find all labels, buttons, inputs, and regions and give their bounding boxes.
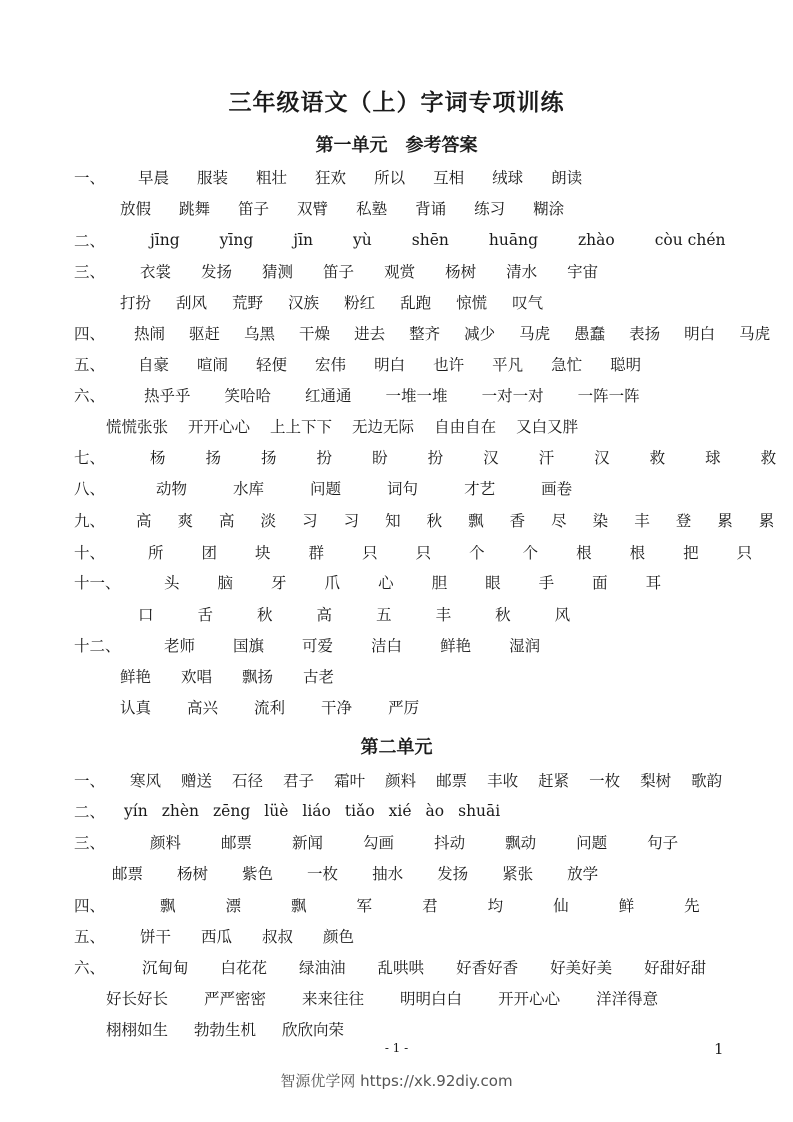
answer-word: 所以 [374,169,406,187]
answer-row [120,695,419,719]
answer-word: xié [388,802,412,820]
answer-word: 湿润 [509,637,541,655]
answer-word: 发扬 [437,865,469,883]
answer-row [74,799,500,823]
answer-row [74,924,354,948]
answer-word: 词句 [387,480,419,498]
answer-word: 粉红 [344,294,376,312]
answer-word: 刮风 [176,294,208,312]
answer-word: 紫色 [242,865,274,883]
answer-word: 知 [385,512,401,530]
answer-word: 叔叔 [262,928,294,946]
answer-word: 面 [592,574,608,592]
answer-word: 抽水 [372,865,404,883]
question-number: 七、 [74,449,106,467]
answer-word: 先 [684,897,700,915]
answer-word: shuāi [458,802,501,820]
answer-word: 栩栩如生 [106,1021,169,1039]
answer-word: 宏伟 [315,356,347,374]
answer-word: 无边无际 [352,418,415,436]
question-number: 六、 [74,959,106,977]
answer-word: 句子 [647,834,679,852]
answer-word: 粗壮 [256,169,288,187]
answer-word: 舌 [197,606,214,624]
answer-word: 放学 [567,865,599,883]
answer-word: 高 [136,512,152,530]
answer-word: 私塾 [356,200,388,218]
answer-word: 个 [522,544,539,562]
answer-word: 减少 [464,325,496,343]
answer-word: 又白又胖 [516,418,579,436]
answer-word: 自豪 [138,356,170,374]
answer-word: 荒野 [232,294,264,312]
answer-word: 喧闹 [197,356,229,374]
answer-word: 赶紧 [538,772,570,790]
answer-word: 朗读 [551,169,583,187]
answer-word: 梨树 [640,772,672,790]
answer-word: 汉族 [288,294,320,312]
answer-word: 习 [302,512,318,530]
answer-word: 累 [717,512,733,530]
answer-word: 打扮 [120,294,152,312]
answer-word: 秋 [495,606,511,624]
answer-word: 白花花 [220,959,268,977]
watermark-text: 智源优学网 https://xk.92diy.com [280,1072,513,1090]
answer-word: 救 [760,449,777,467]
answer-word: 牙 [271,574,287,592]
question-number: 八、 [74,480,106,498]
answer-word: 五 [376,606,392,624]
page-title: 三年级语文（上）字词专项训练 [228,89,565,116]
answer-word: 高 [219,512,235,530]
answer-word: 染 [592,512,609,530]
answer-word: 颜色 [323,928,355,946]
answer-word: 绿油油 [299,959,346,977]
answer-word: 寒风 [130,772,162,790]
answer-word: huāng [488,231,539,249]
answer-word: 尽 [551,512,567,530]
answer-word: 轻便 [256,356,288,374]
answer-word: 糊涂 [533,200,565,218]
answer-word: 爪 [324,574,341,592]
answer-word: yīng [219,231,254,249]
answer-word: 扮 [316,449,333,467]
answer-word: 累 [758,512,775,530]
answer-word: 认真 [120,699,152,717]
page-number: - 1 - [384,1041,409,1055]
answer-word: 干燥 [299,325,331,343]
answer-word: 淡 [260,512,277,530]
answer-word: 飘扬 [242,668,274,686]
answer-word: 水库 [233,480,265,498]
answer-word: 丰 [634,512,650,530]
answer-word: 乌黑 [244,325,276,343]
answer-word: 西瓜 [201,928,233,946]
answer-word: 猜测 [262,263,294,281]
answer-word: 发扬 [201,263,233,281]
answer-word: 饼干 [140,928,172,946]
answer-word: ào [425,802,445,820]
answer-word: 笑哈哈 [224,387,272,405]
question-number: 十一、 [74,574,121,592]
answer-word: còu chén [654,231,726,249]
answer-word: 严严密密 [204,990,267,1008]
answer-word: 表扬 [629,325,661,343]
answer-word: 国旗 [233,637,265,655]
answer-word: 只 [415,544,432,562]
answer-word: 勾画 [363,834,395,852]
answer-word: 石径 [232,772,264,790]
answer-word: 颜料 [385,772,417,790]
answer-word: tiǎo [344,802,375,820]
question-number: 五、 [74,928,106,946]
answer-word: 也许 [433,356,465,374]
answer-word: 群 [308,544,325,562]
answer-word: lüè [264,802,289,820]
answer-word: 进去 [354,325,386,343]
answer-word: 明白 [684,325,716,343]
answer-word: 洁白 [371,637,403,655]
answer-word: 明明白白 [400,990,463,1008]
answer-word: 热乎乎 [144,387,191,405]
answer-word: 衣裳 [140,263,172,281]
answer-word: yù [353,231,372,249]
answer-word: 胆 [431,574,448,592]
answer-word: 邮票 [112,865,144,883]
answer-word: 香 [509,512,526,530]
answer-word: 把 [683,544,699,562]
answer-word: 丰 [435,606,452,624]
answer-word: 勃勃生机 [194,1021,257,1039]
question-number: 四、 [74,897,106,915]
unit-1-heading: 第一单元 参考答案 [315,135,478,156]
answer-word: 急忙 [551,356,583,374]
answer-word: yín [124,802,148,820]
answer-word: zhào [578,231,615,249]
answer-word: 动物 [156,480,188,498]
answer-word: 画卷 [541,480,573,498]
answer-word: 汉 [594,449,610,467]
question-number: 三、 [74,834,106,852]
answer-word: 一枚 [589,772,621,790]
answer-word: 自由自在 [434,418,497,436]
answer-word: 歌韵 [691,772,723,790]
answer-word: 汉 [483,449,499,467]
answer-row [74,165,582,189]
answer-row [74,445,776,469]
answer-word: 整齐 [409,325,441,343]
answer-word: 乱哄哄 [377,959,425,977]
answer-word: 愚蠢 [574,325,606,343]
answer-word: 背诵 [415,200,447,218]
answer-row [120,664,334,688]
answer-word: 风 [554,606,571,624]
answer-word: 双臂 [297,200,329,218]
answer-word: 慌慌张张 [106,418,169,436]
answer-word: 好长好长 [106,990,169,1008]
unit-2-heading: 第二单元 [360,737,433,758]
answer-word: 扬 [205,449,222,467]
answer-word: 杨树 [445,263,477,281]
answer-word: zhèn [161,802,200,820]
page-mark: 1 [714,1040,724,1058]
answer-word: 放假 [120,200,152,218]
answer-word: 笛子 [238,200,270,218]
answer-word: 耳 [645,574,662,592]
answer-word: 飘动 [505,834,537,852]
answer-word: 问题 [310,480,342,498]
answer-row [74,768,722,792]
answer-word: 可爱 [302,637,334,655]
answer-word: 鲜艳 [120,668,152,686]
answer-word: 军 [356,897,373,915]
answer-word: 高兴 [187,699,219,717]
answer-word: 扬 [261,449,277,467]
answer-word: 好美好美 [550,959,613,977]
question-number: 四、 [74,325,106,343]
answer-word: 好甜好甜 [644,959,707,977]
answer-word: 秋 [426,512,443,530]
answer-word: 互相 [433,169,465,187]
answer-word: 一堆一堆 [385,387,448,405]
answer-word: 只 [362,544,378,562]
answer-word: 一阵一阵 [577,387,640,405]
answer-row [106,1017,344,1041]
answer-word: 开开心心 [498,990,561,1008]
answer-word: 紧张 [502,865,534,883]
answer-word: 球 [705,449,721,467]
answer-word: 漂 [225,897,242,915]
answer-word: 手 [538,574,555,592]
answer-row [74,383,640,407]
answer-word: 老师 [164,637,196,655]
answer-word: 红通通 [305,387,352,405]
question-number: 五、 [74,356,106,374]
answer-word: 狂欢 [315,169,347,187]
answer-row [106,414,578,438]
answer-word: 流利 [254,699,286,717]
answer-word: 君 [422,897,438,915]
answer-word: 救 [649,449,666,467]
question-number: 九、 [74,512,106,530]
answer-word: zēng [213,802,251,820]
answer-word: 乱跑 [400,294,432,312]
answer-word: 个 [469,544,485,562]
answer-word: 盼 [372,449,388,467]
answer-row [138,602,570,626]
answer-word: 飘 [160,897,176,915]
answer-word: 根 [629,544,646,562]
answer-word: 邮票 [221,834,253,852]
answer-row [74,228,726,252]
answer-word: 明白 [374,356,406,374]
answer-word: 平凡 [492,356,524,374]
answer-word: 叹气 [512,294,544,312]
answer-word: 欣欣向荣 [282,1021,345,1039]
answer-row [74,540,752,564]
answer-word: 爽 [177,512,194,530]
answer-word: 跳舞 [179,200,211,218]
answer-word: 马虎 [739,325,771,343]
answer-row [74,321,770,345]
answer-word: 来来往往 [302,990,365,1008]
answer-word: 早晨 [138,169,170,187]
answer-word: 只 [736,544,753,562]
answer-word: 干净 [321,699,353,717]
question-number: 十二、 [74,637,121,655]
question-number: 一、 [74,772,106,790]
answer-word: 根 [576,544,592,562]
answer-word: 上上下下 [270,418,333,436]
answer-word: 马虎 [519,325,551,343]
answer-word: 好香好香 [456,959,519,977]
answer-word: 口 [138,606,154,624]
answer-word: 邮票 [436,772,468,790]
answer-word: 杨树 [177,865,209,883]
answer-word: 秋 [257,606,273,624]
answer-word: 一枚 [307,865,339,883]
answer-word: 心 [378,574,394,592]
question-number: 三、 [74,263,106,281]
answer-word: 绒球 [492,169,524,187]
answer-word: jīn [293,231,314,249]
answer-word: 丰收 [487,772,519,790]
answer-word: 汗 [538,449,555,467]
answer-row [74,476,572,500]
answer-word: 宇宙 [567,263,599,281]
answer-word: 君子 [283,772,315,790]
question-number: 二、 [74,803,106,821]
answer-word: 新闻 [292,834,324,852]
answer-row [106,986,658,1010]
answer-row [74,259,598,283]
answer-word: 练习 [474,200,506,218]
answer-word: 一对一对 [481,387,544,405]
answer-word: 眼 [485,574,501,592]
answer-word: 所 [148,544,164,562]
answer-word: 鲜艳 [440,637,472,655]
answer-word: 仙 [553,897,569,915]
answer-word: 古老 [303,668,335,686]
answer-row [74,955,706,979]
answer-word: jīng [150,231,180,249]
answer-row [120,290,543,314]
answer-word: 惊慌 [456,294,488,312]
answer-word: 严厉 [388,699,420,717]
answer-row [74,508,774,532]
question-number: 十、 [74,544,106,562]
answer-row [74,830,678,854]
question-number: 一、 [74,169,106,187]
answer-word: 飘 [468,512,484,530]
answer-word: 头 [164,574,180,592]
question-number: 六、 [74,387,106,405]
answer-word: liáo [302,802,331,820]
answer-row [74,893,700,917]
answer-word: 欢唱 [181,668,213,686]
answer-word: 高 [316,606,333,624]
answer-word: shēn [411,231,449,249]
answer-row [74,570,661,594]
answer-word: 问题 [576,834,608,852]
answer-word: 沉甸甸 [142,959,189,977]
answer-word: 扮 [427,449,444,467]
answer-word: 脑 [217,574,234,592]
answer-word: 飘 [291,897,307,915]
answer-row [112,861,598,885]
answer-word: 抖动 [434,834,466,852]
answer-row [120,196,564,220]
answer-row [74,352,641,376]
answer-word: 观赏 [384,263,416,281]
answer-word: 颜料 [150,834,182,852]
answer-word: 习 [343,512,360,530]
answer-word: 赠送 [181,772,213,790]
answer-word: 才艺 [464,480,496,498]
answer-word: 霜叶 [334,772,366,790]
question-number: 二、 [74,232,106,250]
answer-word: 块 [255,544,271,562]
answer-word: 笛子 [323,263,355,281]
answer-word: 聪明 [610,356,642,374]
answer-word: 开开心心 [188,418,251,436]
answer-word: 登 [675,512,692,530]
answer-word: 服装 [197,169,229,187]
answer-word: 均 [487,897,504,915]
answer-word: 热闹 [134,325,166,343]
answer-word: 清水 [506,263,538,281]
answer-word: 杨 [150,449,166,467]
answer-word: 驱赶 [189,325,221,343]
answer-word: 鲜 [618,897,635,915]
answer-word: 团 [201,544,218,562]
answer-word: 洋洋得意 [596,990,659,1008]
answer-row [74,633,540,657]
